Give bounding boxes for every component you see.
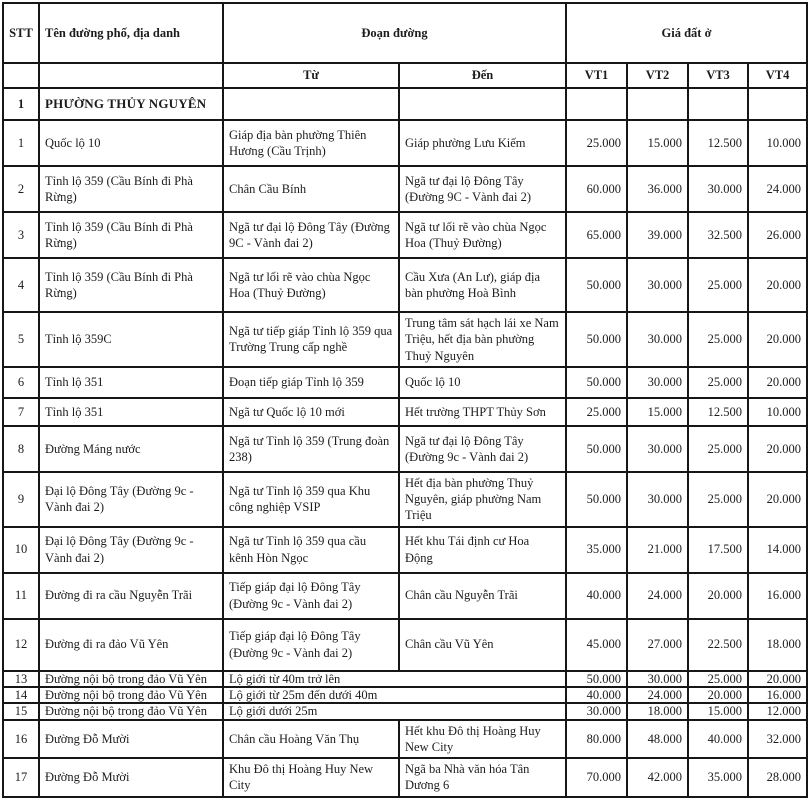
from-cell: Chân cầu Hoàng Văn Thụ: [223, 720, 399, 759]
stt-cell: 8: [3, 426, 39, 472]
vt4-cell: 28.000: [748, 758, 807, 797]
vt1-cell: 40.000: [566, 687, 627, 703]
vt1-cell: 80.000: [566, 720, 627, 759]
to-cell: Cầu Xưa (An Lư), giáp địa bàn phường Hoà Bình: [399, 258, 566, 312]
table-row: [3, 619, 807, 671]
vt3-cell: 25.000: [688, 367, 748, 398]
street-name-cell: Đường Đỗ Mười: [39, 720, 223, 759]
stt-cell: 17: [3, 758, 39, 797]
vt1-cell: 50.000: [566, 426, 627, 472]
from-cell: Giáp địa bàn phường Thiên Hương (Cầu Trịnh): [223, 120, 399, 166]
header-stt-empty: [3, 63, 39, 88]
vt4-cell: 20.000: [748, 472, 807, 527]
street-name-cell: Quốc lộ 10: [39, 120, 223, 166]
header-from: Từ: [223, 63, 399, 88]
vt2-cell: 30.000: [627, 426, 688, 472]
from-cell: Đoạn tiếp giáp Tỉnh lộ 359: [223, 367, 399, 398]
vt2-cell: 24.000: [627, 687, 688, 703]
vt2-cell: 15.000: [627, 120, 688, 166]
from-cell: Tiếp giáp đại lộ Đông Tây (Đường 9c - Vành đai 2): [223, 619, 399, 671]
vt4-cell: 14.000: [748, 527, 807, 573]
vt2-cell: 18.000: [627, 703, 688, 719]
vt1-cell: 60.000: [566, 166, 627, 212]
vt1-cell: 65.000: [566, 212, 627, 258]
vt2-cell: 39.000: [627, 212, 688, 258]
stt-cell: 13: [3, 671, 39, 687]
stt-cell: 16: [3, 720, 39, 759]
vt3-cell: 25.000: [688, 312, 748, 367]
vt3-cell: 25.000: [688, 671, 748, 687]
table-row: [3, 258, 807, 312]
stt-cell: 3: [3, 212, 39, 258]
vt3-cell: 32.500: [688, 212, 748, 258]
header-name-empty: [39, 63, 223, 88]
stt-cell: 7: [3, 398, 39, 426]
vt2-cell: 27.000: [627, 619, 688, 671]
to-cell: Quốc lộ 10: [399, 367, 566, 398]
stt-cell: 4: [3, 258, 39, 312]
vt2-cell: 30.000: [627, 472, 688, 527]
header-segment: Đoạn đường: [223, 3, 566, 63]
vt3-cell: 12.500: [688, 120, 748, 166]
vt1-cell: 25.000: [566, 398, 627, 426]
vt4-cell: 16.000: [748, 687, 807, 703]
table-row: [3, 166, 807, 212]
vt4-cell: 20.000: [748, 258, 807, 312]
vt1-cell: 70.000: [566, 758, 627, 797]
header-street-name: Tên đường phố, địa danh: [39, 3, 223, 63]
vt2-cell: 30.000: [627, 671, 688, 687]
vt3-cell: 22.500: [688, 619, 748, 671]
to-cell: Giáp phường Lưu Kiếm: [399, 120, 566, 166]
header-row-main: [3, 3, 807, 63]
to-cell: Ngã tư đại lộ Đông Tây (Đường 9c - Vành đai 2): [399, 426, 566, 472]
vt2-cell: 21.000: [627, 527, 688, 573]
stt-cell: 1: [3, 120, 39, 166]
table-row: [3, 120, 807, 166]
from-cell: Ngã tư Quốc lộ 10 mới: [223, 398, 399, 426]
table-row: [3, 426, 807, 472]
from-cell: Ngã tư Tỉnh lộ 359 qua Khu công nghiệp VSIP: [223, 472, 399, 527]
table-row: [3, 703, 807, 719]
street-name-cell: Đường nội bộ trong đảo Vũ Yên: [39, 687, 223, 703]
vt2-cell: 30.000: [627, 258, 688, 312]
vt3-cell: 20.000: [688, 687, 748, 703]
table-row: [3, 367, 807, 398]
stt-cell: 2: [3, 166, 39, 212]
street-name-cell: Đường đi ra đảo Vũ Yên: [39, 619, 223, 671]
from-to-merged-cell: Lộ giới dưới 25m: [223, 703, 566, 719]
street-name-cell: Đường nội bộ trong đảo Vũ Yên: [39, 671, 223, 687]
to-cell: Ngã tư lối rẽ vào chùa Ngọc Hoa (Thuỷ Đường): [399, 212, 566, 258]
header-to: Đến: [399, 63, 566, 88]
street-name-cell: Đại lộ Đông Tây (Đường 9c - Vành đai 2): [39, 472, 223, 527]
table-row: [3, 758, 807, 797]
vt4-cell: 32.000: [748, 720, 807, 759]
vt3-cell: 15.000: [688, 703, 748, 719]
vt1-cell: 50.000: [566, 671, 627, 687]
vt4-cell: 20.000: [748, 367, 807, 398]
vt4-cell: 10.000: [748, 398, 807, 426]
from-cell: Ngã tư Tỉnh lộ 359 qua cầu kênh Hòn Ngọc: [223, 527, 399, 573]
from-cell: Ngã tư đại lộ Đông Tây (Đường 9C - Vành đai 2): [223, 212, 399, 258]
vt4-cell: 26.000: [748, 212, 807, 258]
vt3-cell: 12.500: [688, 398, 748, 426]
vt1-cell: 50.000: [566, 312, 627, 367]
from-cell: Ngã tư lối rẽ vào chùa Ngọc Hoa (Thuỷ Đường): [223, 258, 399, 312]
section-stt: 1: [3, 88, 39, 120]
vt2-cell: 30.000: [627, 312, 688, 367]
vt3-cell: 20.000: [688, 573, 748, 619]
vt2-cell: 36.000: [627, 166, 688, 212]
vt4-cell: 10.000: [748, 120, 807, 166]
stt-cell: 9: [3, 472, 39, 527]
to-cell: Chân cầu Vũ Yên: [399, 619, 566, 671]
to-cell: Chân cầu Nguyễn Trãi: [399, 573, 566, 619]
vt4-cell: 24.000: [748, 166, 807, 212]
vt1-cell: 30.000: [566, 703, 627, 719]
header-row-sub: [3, 63, 807, 88]
table-row: [3, 472, 807, 527]
from-cell: Ngã tư Tỉnh lộ 359 (Trung đoàn 238): [223, 426, 399, 472]
vt4-cell: 20.000: [748, 312, 807, 367]
vt4-cell: 18.000: [748, 619, 807, 671]
table-row: [3, 671, 807, 687]
table-row: [3, 312, 807, 367]
from-to-merged-cell: Lộ giới từ 40m trở lên: [223, 671, 566, 687]
street-name-cell: Tỉnh lộ 359 (Cầu Bính đi Phà Rừng): [39, 212, 223, 258]
to-cell: Ngã tư đại lộ Đông Tây (Đường 9C - Vành đai 2): [399, 166, 566, 212]
vt1-cell: 45.000: [566, 619, 627, 671]
to-cell: Hết trường THPT Thủy Sơn: [399, 398, 566, 426]
stt-cell: 10: [3, 527, 39, 573]
section-row: [3, 88, 807, 120]
stt-cell: 14: [3, 687, 39, 703]
table-row: [3, 398, 807, 426]
to-cell: Trung tâm sát hạch lái xe Nam Triệu, hết địa bàn phường Thuỷ Nguyên: [399, 312, 566, 367]
street-name-cell: Tỉnh lộ 351: [39, 367, 223, 398]
street-name-cell: Tỉnh lộ 351: [39, 398, 223, 426]
street-name-cell: Đường Đỗ Mười: [39, 758, 223, 797]
vt4-cell: 20.000: [748, 426, 807, 472]
table-row: [3, 687, 807, 703]
street-name-cell: Tỉnh lộ 359C: [39, 312, 223, 367]
table-row: [3, 573, 807, 619]
header-vt3: VT3: [688, 63, 748, 88]
vt1-cell: 50.000: [566, 472, 627, 527]
street-name-cell: Đường Máng nước: [39, 426, 223, 472]
table-row: [3, 212, 807, 258]
street-name-cell: Đường đi ra cầu Nguyễn Trãi: [39, 573, 223, 619]
vt1-cell: 35.000: [566, 527, 627, 573]
vt2-cell: 15.000: [627, 398, 688, 426]
street-name-cell: Đường nội bộ trong đảo Vũ Yên: [39, 703, 223, 719]
stt-cell: 15: [3, 703, 39, 719]
vt2-cell: 30.000: [627, 367, 688, 398]
vt3-cell: 25.000: [688, 258, 748, 312]
to-cell: Hết địa bàn phường Thuỷ Nguyên, giáp phường Nam Triệu: [399, 472, 566, 527]
street-name-cell: Tỉnh lộ 359 (Cầu Bính đi Phà Rừng): [39, 258, 223, 312]
to-cell: Hết khu Đô thị Hoàng Huy New City: [399, 720, 566, 759]
vt2-cell: 42.000: [627, 758, 688, 797]
header-vt2: VT2: [627, 63, 688, 88]
from-cell: Ngã tư tiếp giáp Tỉnh lộ 359 qua Trường Trung cấp nghề: [223, 312, 399, 367]
street-name-cell: Đại lộ Đông Tây (Đường 9c - Vành đai 2): [39, 527, 223, 573]
header-stt: STT: [3, 3, 39, 63]
table-row: [3, 720, 807, 759]
stt-cell: 6: [3, 367, 39, 398]
from-cell: Khu Đô thị Hoàng Huy New City: [223, 758, 399, 797]
vt4-cell: 20.000: [748, 671, 807, 687]
section-title: PHƯỜNG THỦY NGUYÊN: [39, 88, 223, 120]
vt3-cell: 35.000: [688, 758, 748, 797]
vt3-cell: 30.000: [688, 166, 748, 212]
vt4-cell: 16.000: [748, 573, 807, 619]
land-price-table: [2, 2, 808, 798]
from-cell: Chân Cầu Bính: [223, 166, 399, 212]
from-cell: Tiếp giáp đại lộ Đông Tây (Đường 9c - Vành đai 2): [223, 573, 399, 619]
vt1-cell: 25.000: [566, 120, 627, 166]
street-name-cell: Tỉnh lộ 359 (Cầu Bính đi Phà Rừng): [39, 166, 223, 212]
vt3-cell: 17.500: [688, 527, 748, 573]
vt1-cell: 50.000: [566, 367, 627, 398]
to-cell: Ngã ba Nhà văn hóa Tân Dương 6: [399, 758, 566, 797]
from-to-merged-cell: Lộ giới từ 25m đến dưới 40m: [223, 687, 566, 703]
stt-cell: 11: [3, 573, 39, 619]
vt3-cell: 40.000: [688, 720, 748, 759]
vt1-cell: 40.000: [566, 573, 627, 619]
stt-cell: 12: [3, 619, 39, 671]
header-vt1: VT1: [566, 63, 627, 88]
vt3-cell: 25.000: [688, 426, 748, 472]
vt1-cell: 50.000: [566, 258, 627, 312]
vt4-cell: 12.000: [748, 703, 807, 719]
stt-cell: 5: [3, 312, 39, 367]
header-price: Giá đất ở: [566, 3, 807, 63]
header-vt4: VT4: [748, 63, 807, 88]
to-cell: Hết khu Tái định cư Hoa Động: [399, 527, 566, 573]
vt3-cell: 25.000: [688, 472, 748, 527]
table-row: [3, 527, 807, 573]
vt2-cell: 24.000: [627, 573, 688, 619]
vt2-cell: 48.000: [627, 720, 688, 759]
